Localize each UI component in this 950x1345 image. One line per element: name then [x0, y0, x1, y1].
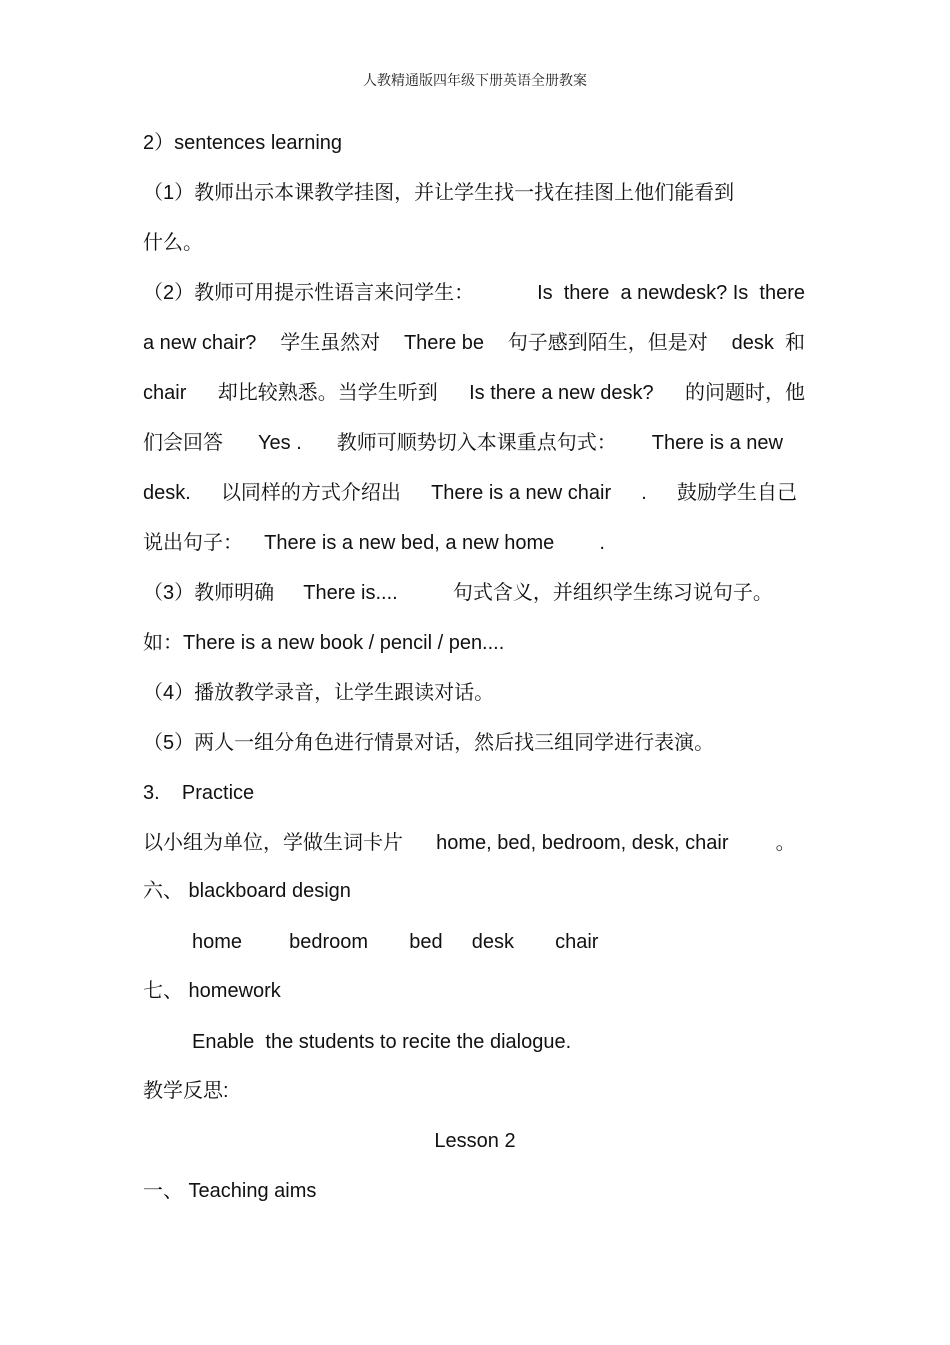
text-segment: home, bed, bedroom, desk, chair: [436, 832, 729, 854]
word-chair: chair: [555, 931, 599, 953]
line-step-1-cont: 什么。: [143, 232, 203, 254]
line-step-2-cont-4: [143, 480, 797, 506]
text-segment: Is there a new desk?: [469, 382, 654, 404]
section-blackboard-heading: 六、 blackboard design: [143, 880, 351, 902]
text-segment: There is a new chair: [431, 482, 612, 504]
word-bedroom: bedroom: [289, 931, 369, 953]
line-reflection: 教学反思:: [143, 1080, 229, 1102]
line-step-2-cont-2: [143, 380, 805, 406]
line-sentences-learning: 2）sentences learning: [143, 132, 343, 154]
line-step-2-cont-3: [143, 430, 783, 456]
text-segment: 学生虽然对: [280, 332, 381, 354]
text-segment: 教师可顺势切入本课重点句式：: [336, 432, 617, 454]
text-segment: 却比较熟悉。当学生听到: [217, 382, 438, 404]
text-segment: .: [641, 482, 647, 504]
text-segment: 们会回答: [143, 432, 223, 454]
blackboard-words: [192, 929, 872, 955]
line-step-4: （4）播放教学录音，让学生跟读对话。: [143, 682, 495, 704]
page-header: 人教精通版四年级下册英语全册教案: [363, 73, 587, 89]
text-segment: There is....: [303, 582, 398, 604]
text-segment: desk 和: [731, 332, 805, 354]
line-practice: [143, 830, 823, 856]
word-desk: desk: [471, 931, 514, 953]
lesson-title: Lesson 2: [434, 1130, 516, 1152]
word-bed: bed: [409, 931, 443, 953]
section-homework-heading: 七、 homework: [143, 980, 281, 1002]
section-practice-heading: 3. Practice: [143, 782, 255, 804]
line-step-2: [143, 280, 805, 306]
text-segment: Yes .: [258, 432, 302, 454]
text-segment: 。: [775, 832, 796, 854]
text-segment: There be: [403, 332, 485, 354]
text-segment: Is there a newdesk? Is there: [537, 282, 805, 304]
text-segment: 以小组为单位，学做生词卡片: [143, 832, 403, 854]
text-segment: 的问题时，他: [685, 382, 805, 404]
line-step-2-cont-1: [143, 330, 805, 356]
line-step-2-cont-5: [143, 530, 823, 556]
text-segment: 句式含义，并组织学生练习说句子。: [452, 582, 773, 604]
text-segment: There is a new bed, a new home: [264, 532, 555, 554]
word-home: home: [192, 931, 243, 953]
text-segment: （3）教师明确: [143, 582, 275, 604]
text-segment: （2）教师可用提示性语言来问学生：: [143, 282, 475, 304]
text-segment: a new chair?: [143, 332, 257, 354]
line-step-3: [143, 580, 823, 606]
text-segment: desk.: [143, 482, 191, 504]
line-example: 如：There is a new book / pencil / pen....: [143, 632, 505, 654]
line-step-5: （5）两人一组分角色进行情景对话，然后找三组同学进行表演。: [143, 732, 715, 754]
text-segment: There is a new: [651, 432, 783, 454]
text-segment: 句子感到陌生，但是对: [507, 332, 708, 354]
text-segment: 鼓励学生自己: [676, 482, 797, 504]
section-teaching-aims-heading: 一、 Teaching aims: [143, 1180, 317, 1202]
text-segment: .: [599, 532, 605, 554]
text-segment: 以同样的方式介绍出: [220, 482, 401, 504]
line-step-1: （1）教师出示本课教学挂图，并让学生找一找在挂图上他们能看到: [143, 182, 735, 204]
text-segment: 说出句子：: [143, 532, 243, 554]
line-homework: Enable the students to recite the dialogue.: [192, 1031, 572, 1053]
text-segment: chair: [143, 382, 187, 404]
